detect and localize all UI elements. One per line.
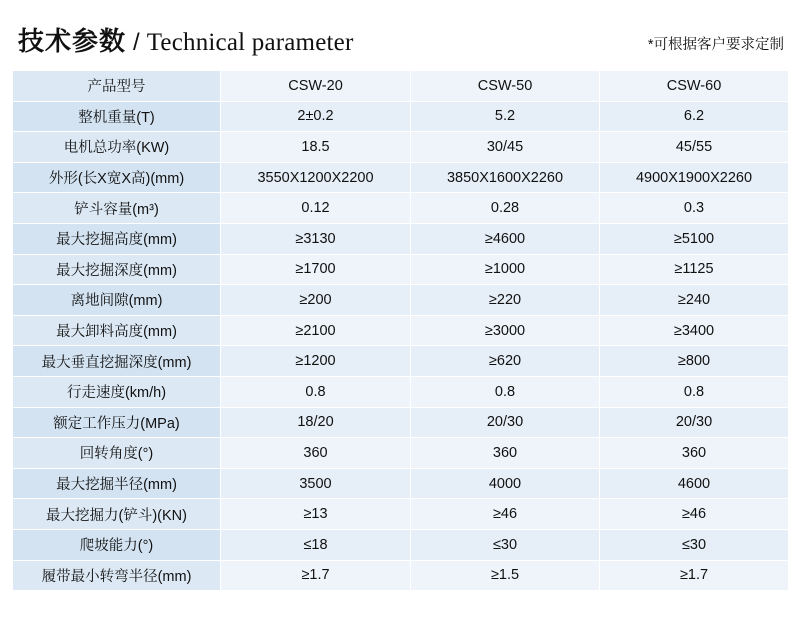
page-title-english: Technical parameter: [146, 29, 354, 56]
table-row: [13, 254, 789, 285]
table-row: [13, 529, 789, 560]
row-value: 20/30: [600, 407, 789, 438]
row-value: 30/45: [411, 132, 600, 163]
row-label: 最大垂直挖掘深度(mm): [13, 346, 221, 377]
customization-note: *可根据客户要求定制: [647, 37, 784, 53]
row-label: 最大挖掘力(铲斗)(KN): [13, 499, 221, 530]
row-value: ≥1.7: [600, 560, 789, 591]
row-value: ≥3130: [221, 223, 411, 254]
table-row: [13, 560, 789, 591]
table-row: [13, 101, 789, 132]
table-row: [13, 162, 789, 193]
row-value: ≤18: [221, 529, 411, 560]
row-value: 360: [411, 438, 600, 469]
table-header-row: [13, 71, 789, 102]
row-value: ≥220: [411, 285, 600, 316]
row-value: ≥620: [411, 346, 600, 377]
row-value: ≤30: [411, 529, 600, 560]
page-title-chinese: 技术参数: [18, 26, 127, 56]
row-value: 0.8: [411, 376, 600, 407]
row-value: ≥46: [411, 499, 600, 530]
column-header-csw60: CSW-60: [600, 71, 789, 102]
row-value: 3500: [221, 468, 411, 499]
row-value: 45/55: [600, 132, 789, 163]
row-label: 爬坡能力(°): [13, 529, 221, 560]
row-label: 最大挖掘高度(mm): [13, 223, 221, 254]
row-value: ≥200: [221, 285, 411, 316]
table-row: [13, 132, 789, 163]
row-value: ≥5100: [600, 223, 789, 254]
row-value: ≥1125: [600, 254, 789, 285]
row-value: 0.8: [600, 376, 789, 407]
row-value: 2±0.2: [221, 101, 411, 132]
row-value: 18/20: [221, 407, 411, 438]
row-value: ≥3400: [600, 315, 789, 346]
row-label: 离地间隙(mm): [13, 285, 221, 316]
row-value: ≥800: [600, 346, 789, 377]
row-value: ≥46: [600, 499, 789, 530]
row-value: 0.8: [221, 376, 411, 407]
row-label: 最大挖掘深度(mm): [13, 254, 221, 285]
table-row: [13, 407, 789, 438]
table-row: [13, 376, 789, 407]
row-label: 铲斗容量(m³): [13, 193, 221, 224]
table-row: [13, 468, 789, 499]
page-title: [18, 21, 353, 58]
row-value: 6.2: [600, 101, 789, 132]
row-value: 3550X1200X2200: [221, 162, 411, 193]
row-label: 最大卸料高度(mm): [13, 315, 221, 346]
row-value: 4600: [600, 468, 789, 499]
row-value: ≤30: [600, 529, 789, 560]
title-separator: /: [133, 29, 140, 56]
row-value: ≥240: [600, 285, 789, 316]
row-label: 电机总功率(KW): [13, 132, 221, 163]
row-value: ≥1000: [411, 254, 600, 285]
table-row: [13, 193, 789, 224]
row-value: 3850X1600X2260: [411, 162, 600, 193]
row-value: 0.3: [600, 193, 789, 224]
row-value: ≥1.5: [411, 560, 600, 591]
row-label: 履带最小转弯半径(mm): [13, 560, 221, 591]
row-label: 行走速度(km/h): [13, 376, 221, 407]
column-header-csw20: CSW-20: [221, 71, 411, 102]
row-value: ≥2100: [221, 315, 411, 346]
row-value: 0.12: [221, 193, 411, 224]
row-value: 18.5: [221, 132, 411, 163]
row-value: ≥4600: [411, 223, 600, 254]
row-label: 整机重量(T): [13, 101, 221, 132]
table-row: [13, 499, 789, 530]
row-value: 360: [600, 438, 789, 469]
column-header-model: 产品型号: [13, 71, 221, 102]
table-row: [13, 315, 789, 346]
column-header-csw50: CSW-50: [411, 71, 600, 102]
row-value: 4900X1900X2260: [600, 162, 789, 193]
row-value: 5.2: [411, 101, 600, 132]
row-value: ≥1.7: [221, 560, 411, 591]
row-label: 回转角度(°): [13, 438, 221, 469]
row-value: ≥13: [221, 499, 411, 530]
row-value: ≥1200: [221, 346, 411, 377]
row-label: 额定工作压力(MPa): [13, 407, 221, 438]
row-value: ≥3000: [411, 315, 600, 346]
row-value: 360: [221, 438, 411, 469]
table-row: [13, 438, 789, 469]
row-value: 20/30: [411, 407, 600, 438]
table-row: [13, 285, 789, 316]
row-value: 0.28: [411, 193, 600, 224]
page-header: [12, 14, 788, 58]
row-label: 最大挖掘半径(mm): [13, 468, 221, 499]
specification-table: [12, 70, 789, 591]
table-row: [13, 223, 789, 254]
table-row: [13, 346, 789, 377]
row-value: 4000: [411, 468, 600, 499]
row-label: 外形(长X宽X高)(mm): [13, 162, 221, 193]
row-value: ≥1700: [221, 254, 411, 285]
